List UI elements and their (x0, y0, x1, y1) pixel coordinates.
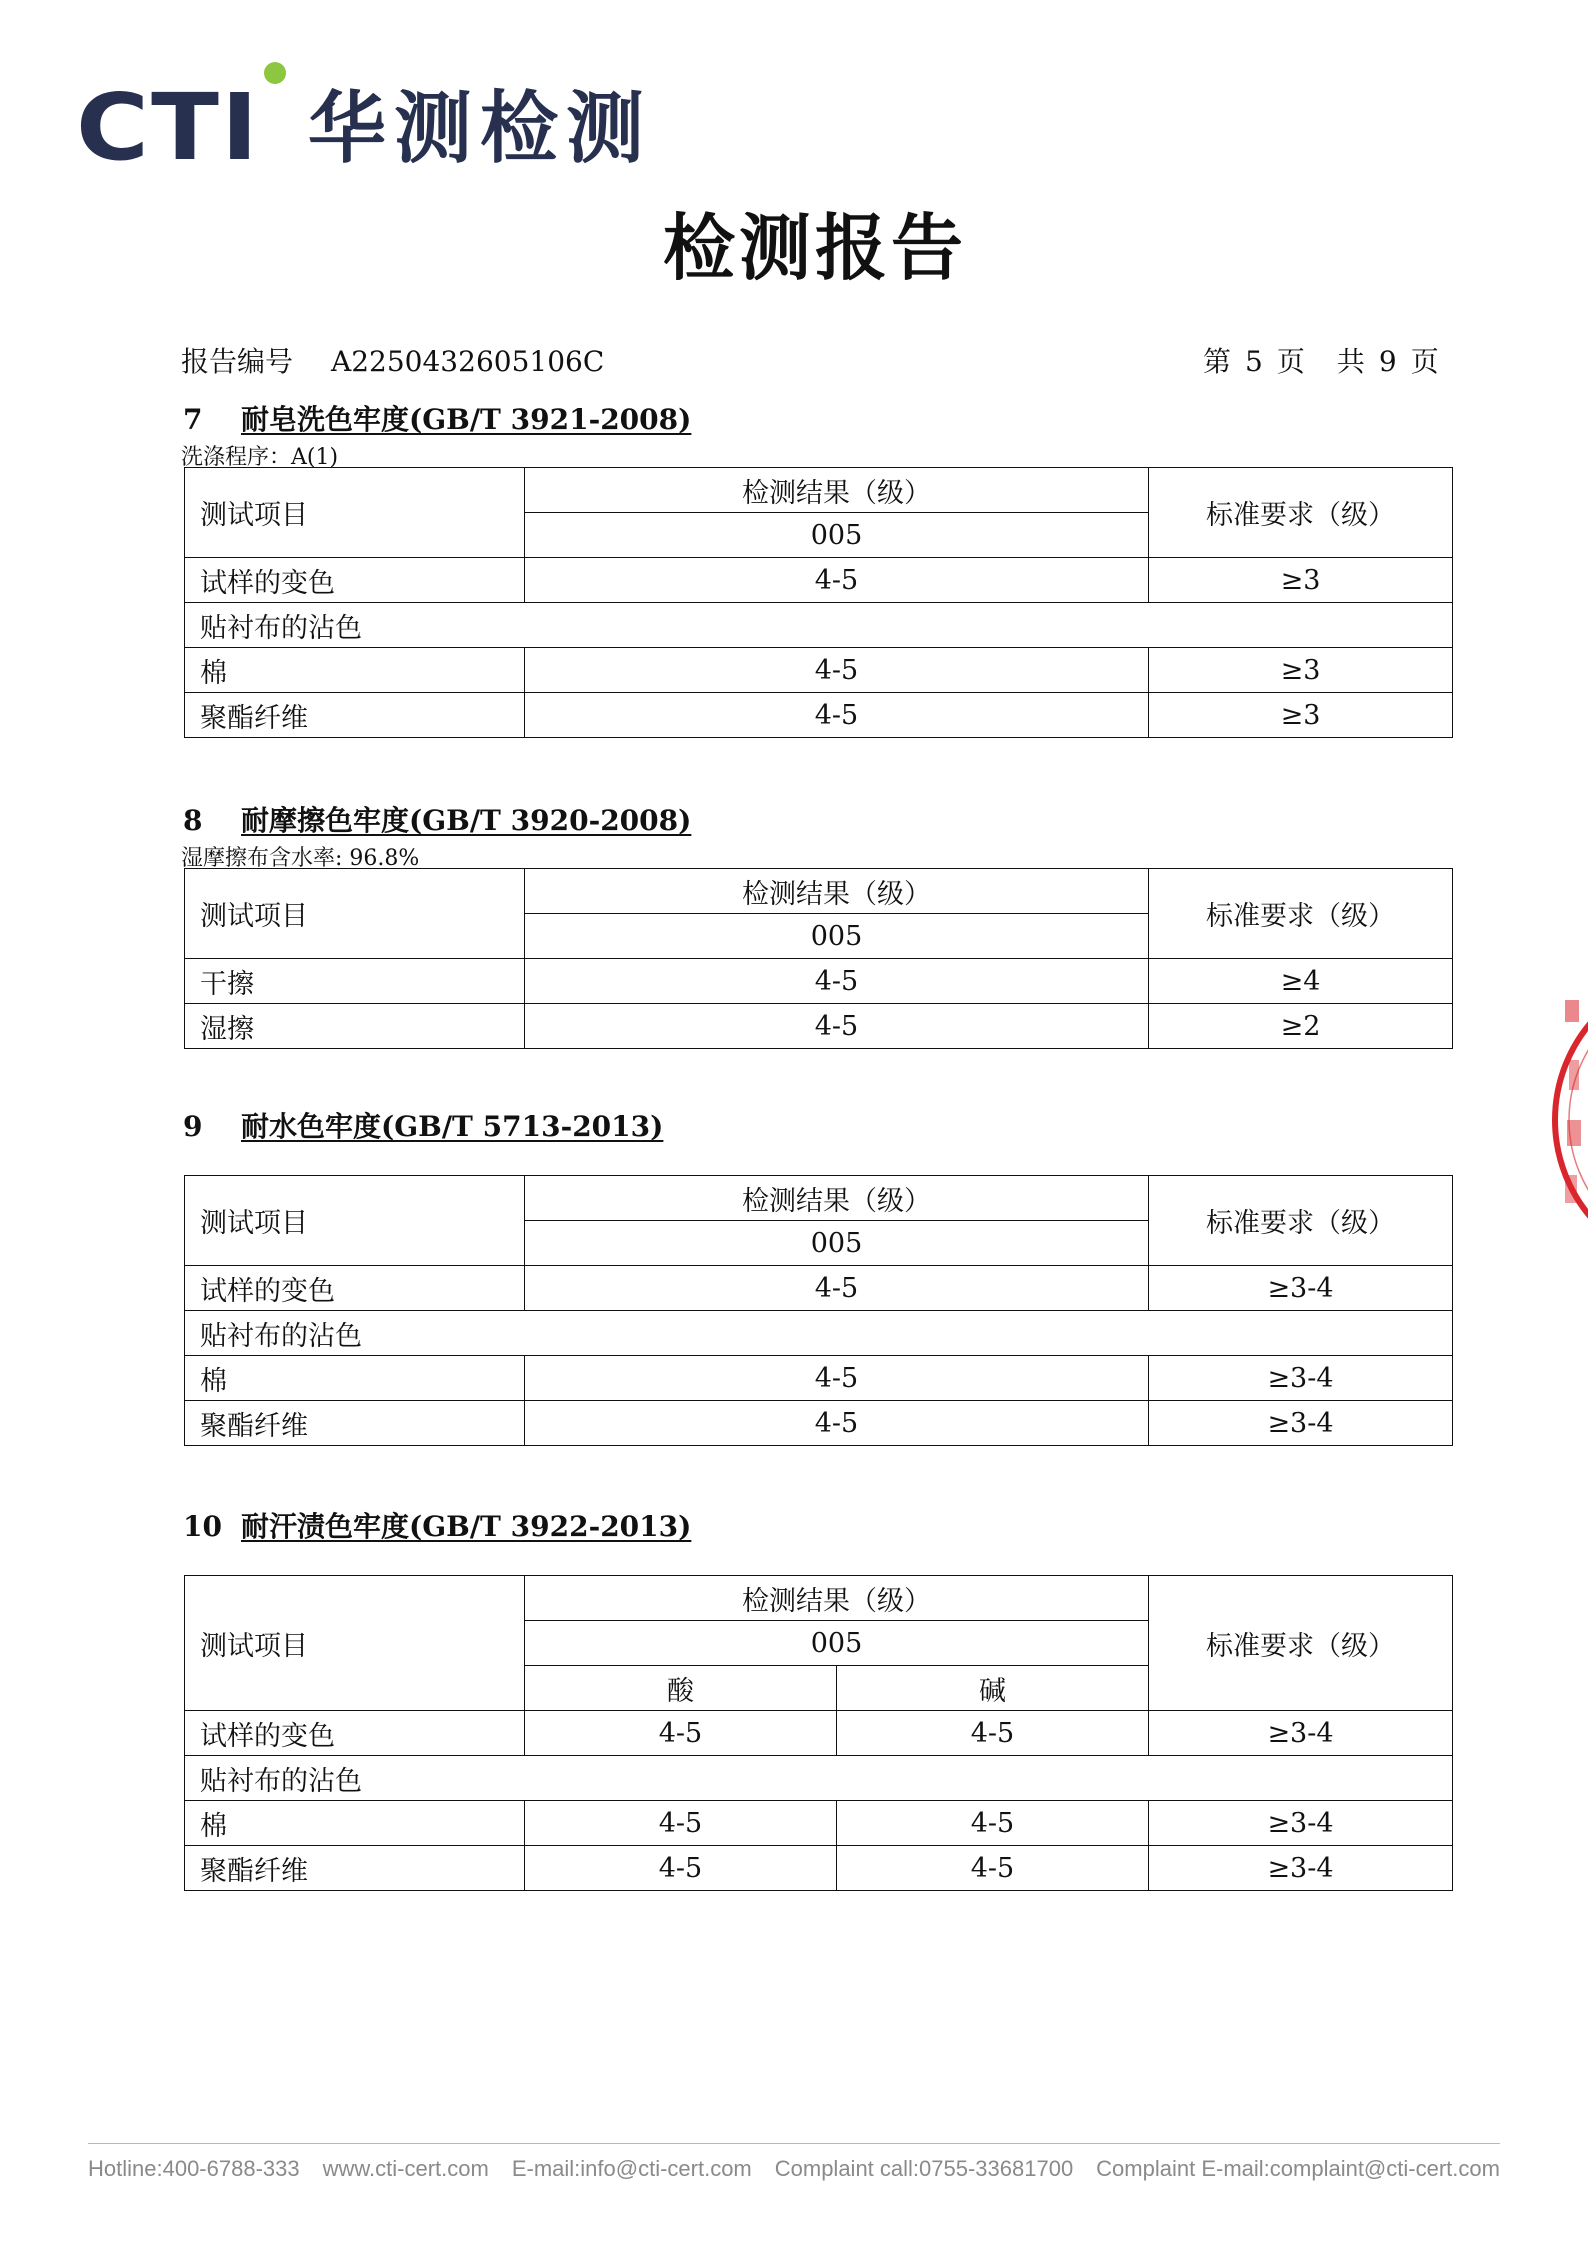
table-row (185, 1801, 1453, 1846)
row-value: 4-5 (525, 648, 1149, 693)
row-standard: ≥3-4 (1149, 1356, 1453, 1401)
table-rubbing-fastness (184, 868, 1453, 1049)
footer-complaint-call: Complaint call:0755-33681700 (774, 2156, 1074, 2181)
table-row (185, 1004, 1453, 1049)
row-standard: ≥3-4 (1149, 1711, 1453, 1756)
footer-divider (88, 2143, 1500, 2144)
row-item: 棉 (185, 1356, 525, 1401)
header-standard: 标准要求（级） (1149, 869, 1453, 959)
row-value: 4-5 (525, 1356, 1149, 1401)
row-standard: ≥2 (1149, 1004, 1453, 1049)
logo-cti-text: CTI (76, 74, 261, 181)
seal-stamp-icon (1545, 970, 1588, 1270)
row-item: 试样的变色 (185, 558, 525, 603)
header-test-item: 测试项目 (185, 468, 525, 558)
row-item: 试样的变色 (185, 1711, 525, 1756)
row-value: 4-5 (525, 1401, 1149, 1446)
row-standard: ≥3-4 (1149, 1266, 1453, 1311)
section-number: 8 (183, 804, 203, 837)
section-9-heading (183, 1105, 663, 1145)
section-8-heading (183, 799, 691, 839)
row-item: 试样的变色 (185, 1266, 525, 1311)
company-seal-stamp (1545, 970, 1588, 1270)
table-row (185, 1711, 1453, 1756)
row-item: 聚酯纤维 (185, 693, 525, 738)
logo-chinese-text: 华测检测 (308, 84, 653, 174)
page-unit-2: 页 (1410, 345, 1439, 378)
section-number: 10 (183, 1510, 222, 1543)
header-sample-id: 005 (525, 914, 1149, 959)
table-perspiration-fastness (184, 1575, 1453, 1891)
row-value: 4-5 (525, 693, 1149, 738)
report-number-value: A2250432605106C (331, 345, 605, 378)
row-standard: ≥4 (1149, 959, 1453, 1004)
page-total: 9 (1378, 345, 1397, 378)
header-standard: 标准要求（级） (1149, 1176, 1453, 1266)
page-total-label: 共 (1336, 345, 1365, 378)
row-alkali-value: 4-5 (837, 1711, 1149, 1756)
row-item: 干擦 (185, 959, 525, 1004)
row-standard: ≥3-4 (1149, 1801, 1453, 1846)
footer-email[interactable]: E-mail:info@cti-cert.com (511, 2156, 752, 2181)
section-10-heading (183, 1505, 691, 1545)
table-row (185, 558, 1453, 603)
row-standard: ≥3 (1149, 693, 1453, 738)
table-row (185, 1756, 1453, 1801)
table-row (185, 693, 1453, 738)
section-number: 7 (183, 403, 203, 436)
row-standard: ≥3-4 (1149, 1846, 1453, 1891)
row-item: 聚酯纤维 (185, 1401, 525, 1446)
row-item: 棉 (185, 1801, 525, 1846)
table-row (185, 603, 1453, 648)
row-item: 棉 (185, 648, 525, 693)
header-result: 检测结果（级） (525, 869, 1149, 914)
report-number-line (181, 340, 604, 380)
section-7-heading (183, 398, 691, 438)
header-result: 检测结果（级） (525, 468, 1149, 513)
row-value: 4-5 (525, 959, 1149, 1004)
header-test-item: 测试项目 (185, 1176, 525, 1266)
header-sample-id: 005 (525, 1621, 1149, 1666)
table-row (185, 1311, 1453, 1356)
header-acid: 酸 (525, 1666, 837, 1711)
table-row (185, 1356, 1453, 1401)
page-number: 5 (1245, 345, 1263, 378)
table-row (185, 1266, 1453, 1311)
table-row (185, 1846, 1453, 1891)
report-number-label: 报告编号 (181, 345, 294, 378)
row-item: 贴衬布的沾色 (185, 1311, 1453, 1356)
logo-green-dot (264, 62, 286, 84)
row-standard: ≥3 (1149, 648, 1453, 693)
table-row (185, 648, 1453, 693)
row-standard: ≥3 (1149, 558, 1453, 603)
section-number: 9 (183, 1110, 203, 1143)
section-title: 耐摩擦色牢度(GB/T 3920-2008) (241, 804, 692, 837)
section-title: 耐皂洗色牢度(GB/T 3921-2008) (241, 403, 692, 436)
header-standard: 标准要求（级） (1149, 1576, 1453, 1711)
section-title: 耐汗渍色牢度(GB/T 3922-2013) (241, 1510, 692, 1543)
footer-hotline: Hotline:400-6788-333 (88, 2156, 300, 2181)
table-row (185, 959, 1453, 1004)
section-7-note: 洗涤程序：A(1) (181, 445, 339, 470)
row-alkali-value: 4-5 (837, 1801, 1149, 1846)
footer-contact-bar (88, 2156, 1500, 2182)
header-test-item: 测试项目 (185, 1576, 525, 1711)
header-test-item: 测试项目 (185, 869, 525, 959)
header-sample-id: 005 (525, 1221, 1149, 1266)
header-result: 检测结果（级） (525, 1576, 1149, 1621)
page-first-label: 第 (1203, 345, 1232, 378)
header-alkali: 碱 (837, 1666, 1149, 1711)
row-item: 湿擦 (185, 1004, 525, 1049)
row-acid-value: 4-5 (525, 1711, 837, 1756)
footer-website[interactable]: www.cti-cert.com (322, 2156, 489, 2181)
row-acid-value: 4-5 (525, 1801, 837, 1846)
page-indicator (1203, 340, 1453, 380)
row-value: 4-5 (525, 1266, 1149, 1311)
row-item: 聚酯纤维 (185, 1846, 525, 1891)
row-standard: ≥3-4 (1149, 1401, 1453, 1446)
section-8-note: 湿摩擦布含水率: 96.8% (181, 846, 420, 871)
row-value: 4-5 (525, 558, 1149, 603)
footer-complaint-email[interactable]: Complaint E-mail:complaint@cti-cert.com (1096, 2156, 1500, 2181)
document-title: 检测报告 (662, 205, 967, 290)
table-row (185, 1401, 1453, 1446)
header-standard: 标准要求（级） (1149, 468, 1453, 558)
row-value: 4-5 (525, 1004, 1149, 1049)
row-item: 贴衬布的沾色 (185, 1756, 1453, 1801)
row-acid-value: 4-5 (525, 1846, 837, 1891)
section-title: 耐水色牢度(GB/T 5713-2013) (241, 1110, 664, 1143)
row-alkali-value: 4-5 (837, 1846, 1149, 1891)
page-unit: 页 (1276, 345, 1305, 378)
row-item: 贴衬布的沾色 (185, 603, 1453, 648)
header-sample-id: 005 (525, 513, 1149, 558)
table-soaping-fastness (184, 467, 1453, 738)
table-water-fastness (184, 1175, 1453, 1446)
header-result: 检测结果（级） (525, 1176, 1149, 1221)
